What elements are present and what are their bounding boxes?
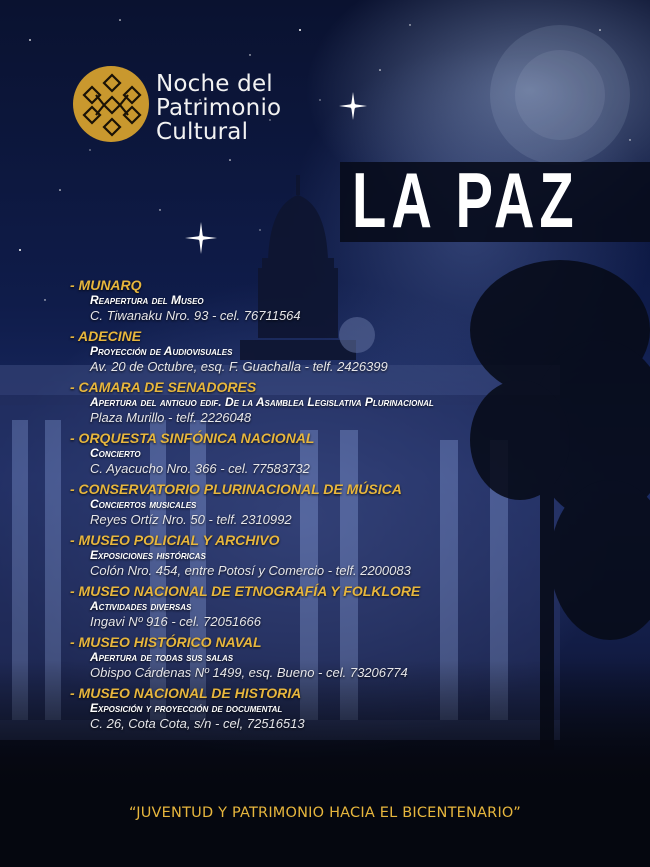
venue-address: Plaza Murillo - telf. 2226048 xyxy=(90,410,252,425)
list-item xyxy=(70,379,640,425)
list-item xyxy=(70,532,640,578)
venue-address: C. Tiwanaku Nro. 93 - cel. 76711564 xyxy=(90,308,301,323)
logo-line-1: Noche del xyxy=(156,71,273,97)
activity-label: Actividades diversas xyxy=(90,599,192,613)
activity-label: Apertura de todas sus salas xyxy=(90,650,234,664)
activity-label: Exposición y proyección de documental xyxy=(90,701,283,715)
venue-name: - MUSEO HISTÓRICO NAVAL xyxy=(70,634,262,650)
activity-label: Proyección de Audiovisuales xyxy=(90,344,233,358)
venue-address: Ingavi Nº 916 - cel. 72051666 xyxy=(90,614,261,629)
list-item xyxy=(70,430,640,476)
venue-address: C. Ayacucho Nro. 366 - cel. 77583732 xyxy=(90,461,310,476)
venue-name: - MUSEO POLICIAL Y ARCHIVO xyxy=(70,532,280,548)
venue-name: - MUNARQ xyxy=(70,277,142,293)
venue-name: - ADECINE xyxy=(70,328,142,344)
event-list xyxy=(70,277,640,736)
list-item xyxy=(70,328,640,374)
venue-name: - MUSEO NACIONAL DE ETNOGRAFÍA Y FOLKLORE xyxy=(70,583,421,599)
venue-address: Colón Nro. 454, entre Potosí y Comercio - telf. 2200083 xyxy=(90,563,411,578)
list-item xyxy=(70,634,640,680)
list-item xyxy=(70,277,640,323)
activity-label: Exposiciones históricas xyxy=(90,548,206,562)
venue-address: Av. 20 de Octubre, esq. F. Guachalla - telf. 2426399 xyxy=(90,359,388,374)
logo-line-3: Cultural xyxy=(156,119,249,145)
venue-name: - MUSEO NACIONAL DE HISTORIA xyxy=(70,685,302,701)
venue-address: Obispo Cárdenas Nº 1499, esq. Bueno - cel. 73206774 xyxy=(90,665,408,680)
venue-name: - CONSERVATORIO PLURINACIONAL DE MÚSICA xyxy=(70,481,402,497)
city-title: LA PAZ xyxy=(352,156,579,244)
list-item xyxy=(70,583,640,629)
slogan: “JUVENTUD Y PATRIMONIO HACIA EL BICENTENARIO” xyxy=(129,805,521,821)
venue-name: - ORQUESTA SINFÓNICA NACIONAL xyxy=(70,430,315,446)
logo-text xyxy=(156,72,281,144)
venue-address: Reyes Ortíz Nro. 50 - telf. 2310992 xyxy=(90,512,292,527)
activity-label: Apertura del antiguo edif. De la Asamblea Legislativa Plurinacional xyxy=(90,395,434,409)
sparkle-star-2 xyxy=(185,222,217,254)
venue-address: C. 26, Cota Cota, s/n - cel, 72516513 xyxy=(90,716,305,731)
activity-label: Conciertos musicales xyxy=(90,497,197,511)
activity-label: Reapertura del Museo xyxy=(90,293,204,307)
patrimonio-logo-icon xyxy=(72,65,150,143)
venue-name: - CAMARA DE SENADORES xyxy=(70,379,257,395)
list-item xyxy=(70,685,640,731)
list-item xyxy=(70,481,640,527)
logo-line-2: Patrimonio xyxy=(156,95,282,121)
sparkle-star-1 xyxy=(339,92,367,120)
activity-label: Concierto xyxy=(90,446,141,460)
